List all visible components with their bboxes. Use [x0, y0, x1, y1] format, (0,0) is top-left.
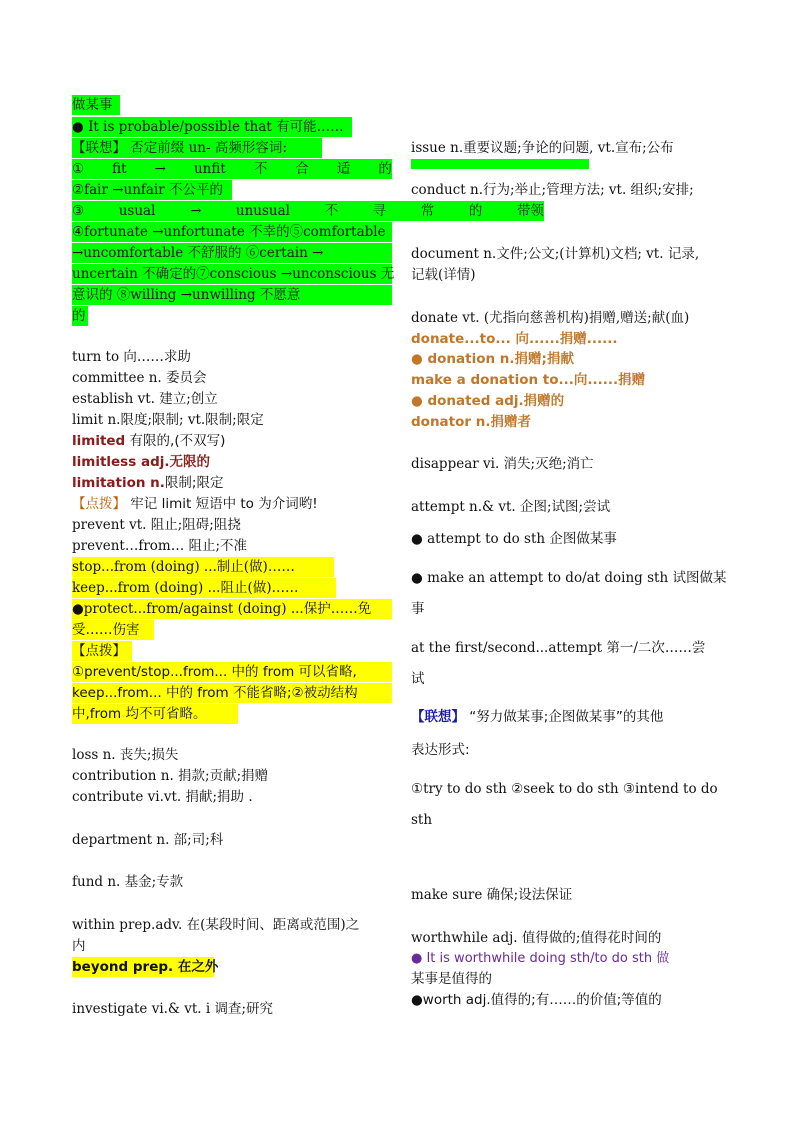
entry-make-sure: make sure 确保;设法保证: [411, 887, 573, 903]
assoc-attempt: 【联想】 “努力做某事;企图做某事”的其他: [411, 709, 664, 725]
entry-conduct: conduct n.行为;举止;管理方法; vt. 组织;安排;: [411, 182, 694, 198]
entry-contribution: contribution n. 捐款;贡献;捐赠: [72, 768, 269, 784]
entry-limited: limited 有限的,(不双写): [72, 433, 226, 449]
assoc-try: ①try to do sth ②seek to do sth ③intend to do: [411, 781, 718, 797]
entry-make-donation: make a donation to...向......捐赠: [411, 372, 646, 388]
entry-establish: establish vt. 建立;创立: [72, 391, 218, 407]
un-fit-line: ① fit → unfit 不 合 适 的: [72, 161, 392, 177]
entry-make-attempt-2: 事: [411, 601, 425, 617]
entry-protect: ●protect...from/against (doing) ...保护……免: [72, 599, 392, 619]
entry-make-attempt: ● make an attempt to do/at doing sth 试图做某: [411, 570, 727, 586]
issue-highlight: [411, 159, 589, 169]
entry-donation: ● donation n.捐赠;捐献: [411, 351, 574, 367]
entry-first-attempt: at the first/second...attempt 第一/二次……尝: [411, 640, 706, 656]
entry-within-2: 内: [72, 938, 86, 954]
assoc-attempt-2: 表达形式:: [411, 742, 470, 758]
entry-turn-to: turn to 向……求助: [72, 349, 191, 365]
entry-attempt-to: ● attempt to do sth 企图做某事: [411, 531, 617, 547]
entry-committee: committee n. 委员会: [72, 370, 207, 386]
entry-fund: fund n. 基金;专款: [72, 874, 184, 890]
entry-within: within prep.adv. 在(某段时间、距离或范围)之: [72, 917, 360, 933]
entry-attempt: attempt n.& vt. 企图;试图;尝试: [411, 499, 611, 515]
assoc-heading: 【联想】 否定前缀 un- 高频形容词:: [72, 138, 322, 158]
entry-limitation: limitation n.限制;限定: [72, 475, 224, 491]
tip-limit: 【点拨】 牢记 limit 短语中 to 为介词哟!: [72, 496, 318, 512]
left-line-11: 的: [72, 306, 88, 326]
entry-prevent: prevent vt. 阻止;阻碍;阻挠: [72, 517, 241, 533]
un-fair-line: ②fair →unfair 不公平的: [72, 180, 232, 200]
entry-worthwhile: worthwhile adj. 值得做的;值得花时间的: [411, 930, 662, 946]
entry-investigate: investigate vi.& vt. i 调查;研究: [72, 1001, 274, 1017]
entry-protect-2: 受……伤害: [72, 620, 154, 640]
entry-stop-from: stop...from (doing) ...制止(做)……: [72, 557, 334, 577]
entry-disappear: disappear vi. 消失;灭绝;消亡: [411, 456, 594, 472]
entry-department: department n. 部;司;科: [72, 832, 224, 848]
entry-worthwhile-ex-2: 某事是值得的: [411, 971, 492, 987]
entry-loss: loss n. 丧失;损失: [72, 747, 179, 763]
left-line-2: ● It is probable/possible that 有可能……: [72, 117, 352, 137]
entry-keep-from: keep...from (doing) ...阻止(做)……: [72, 578, 336, 598]
tip-heading: 【点拨】: [72, 641, 132, 661]
entry-worth: ●worth adj.值得的;有……的价值;等值的: [411, 992, 662, 1008]
entry-worthwhile-ex: ● It is worthwhile doing sth/to do sth 做: [411, 951, 670, 966]
entry-limitless: limitless adj.无限的: [72, 454, 210, 470]
entry-document: document n.文件;公文;(计算机)文档; vt. 记录,: [411, 246, 700, 262]
un-certain-line: uncertain 不确定的⑦conscious →unconscious 无: [72, 266, 395, 282]
tip-line-1: ①prevent/stop...from... 中的 from 可以省略,: [72, 662, 392, 682]
un-usual-line: ③ usual → unusual 不 寻 常 的 带领: [72, 203, 544, 219]
un-conscious-line: 意识的 ⑧willing →unwilling 不愿意: [72, 285, 392, 305]
entry-prevent-from: prevent…from… 阻止;不准: [72, 538, 248, 554]
entry-document-2: 记载(详情): [411, 267, 476, 283]
entry-issue: issue n.重要议题;争论的问题, vt.宣布;公布: [411, 140, 674, 156]
entry-donated: ● donated adj.捐赠的: [411, 393, 565, 409]
un-fortunate-line: ④fortunate →unfortunate 不幸的⑤comfortable: [72, 222, 392, 242]
entry-beyond: beyond prep. 在之外: [72, 959, 219, 975]
entry-first-attempt-2: 试: [411, 671, 425, 687]
tip-line-3: 中,from 均不可省略。: [72, 704, 238, 724]
entry-donate: donate vt. (尤指向慈善机构)捐赠,赠送;献(血): [411, 310, 690, 326]
assoc-try-2: sth: [411, 812, 433, 828]
entry-limit: limit n.限度;限制; vt.限制;限定: [72, 412, 264, 428]
entry-donator: donator n.捐赠者: [411, 414, 531, 430]
un-comfortable-line: →uncomfortable 不舒服的 ⑥certain →: [72, 243, 392, 263]
entry-contribute: contribute vi.vt. 捐献;捐助 .: [72, 789, 253, 805]
left-line-1: 做某事: [72, 95, 120, 115]
entry-donate-to: donate...to... 向......捐赠......: [411, 331, 618, 347]
tip-line-2: keep...from... 中的 from 不能省略;②被动结构: [72, 683, 392, 703]
